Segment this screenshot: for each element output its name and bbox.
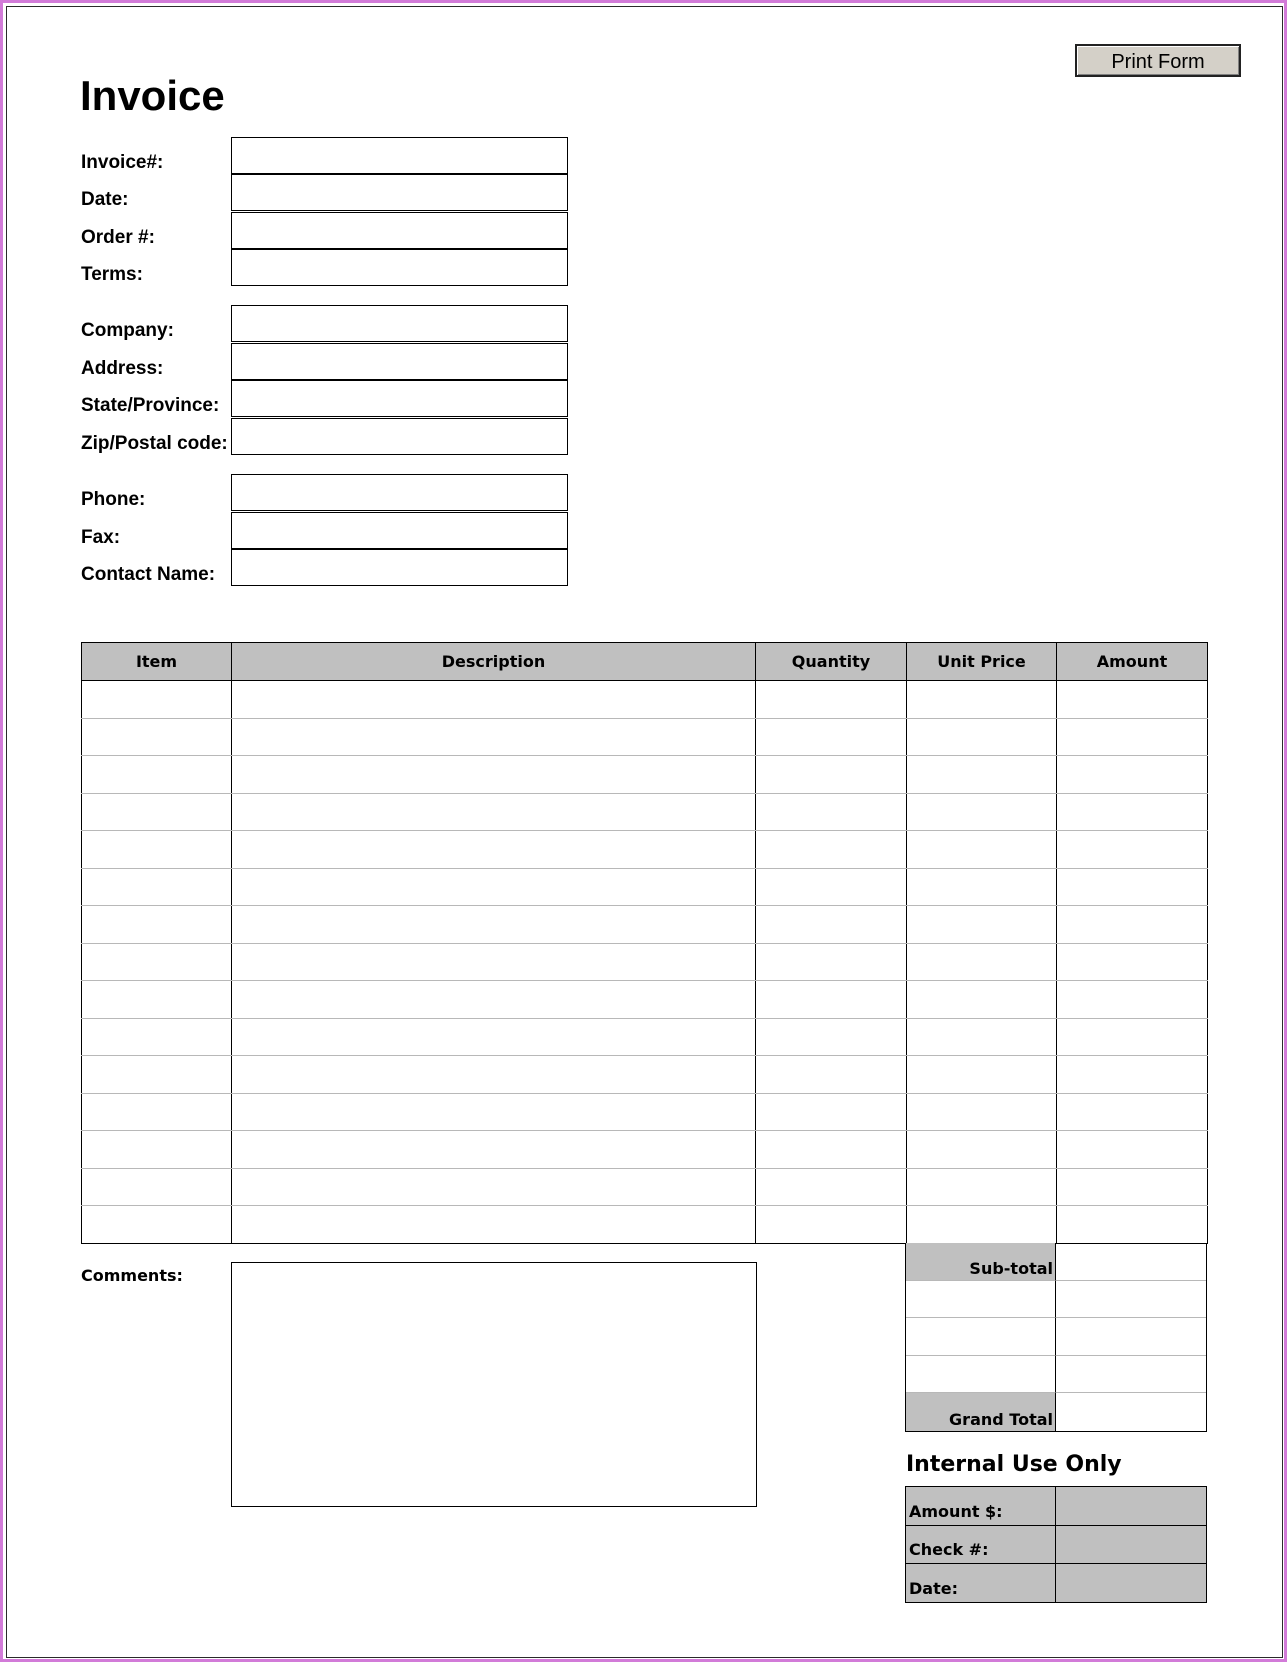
totals-block	[905, 1243, 1207, 1432]
fax-label: Fax:	[81, 527, 121, 548]
phone-label: Phone:	[81, 489, 146, 510]
description-cell[interactable]	[232, 1131, 756, 1169]
quantity-cell[interactable]	[756, 1056, 907, 1094]
column-header-item: Item	[82, 643, 232, 681]
zip-code-label: Zip/Postal code:	[81, 433, 228, 454]
unit-price-cell[interactable]	[907, 868, 1057, 906]
amount-cell[interactable]	[1057, 681, 1208, 719]
invoice-number-label: Invoice#:	[81, 152, 164, 173]
description-cell[interactable]	[232, 868, 756, 906]
grand-total-label: Grand Total	[906, 1393, 1056, 1431]
internal-date-field[interactable]	[1056, 1564, 1206, 1602]
contact-name-label: Contact Name:	[81, 564, 216, 585]
extra-total-value-field[interactable]	[1056, 1318, 1206, 1356]
state-province-field[interactable]	[231, 380, 568, 417]
table-row	[82, 756, 1208, 794]
grand-total-field[interactable]	[1056, 1393, 1206, 1431]
quantity-cell[interactable]	[756, 1206, 907, 1244]
comments-textarea[interactable]	[231, 1262, 757, 1507]
description-cell[interactable]	[232, 906, 756, 944]
table-row	[82, 1056, 1208, 1094]
extra-total-label-field[interactable]	[906, 1318, 1056, 1356]
extra-total-row	[906, 1356, 1206, 1394]
quantity-cell[interactable]	[756, 718, 907, 756]
table-row	[82, 831, 1208, 869]
column-header-amount: Amount	[1057, 643, 1208, 681]
unit-price-cell[interactable]	[907, 1206, 1057, 1244]
description-cell[interactable]	[232, 1056, 756, 1094]
amount-cell[interactable]	[1057, 981, 1208, 1019]
extra-total-value-field[interactable]	[1056, 1356, 1206, 1394]
extra-total-label-field[interactable]	[906, 1281, 1056, 1319]
item-cell[interactable]	[82, 1168, 232, 1206]
comments-label: Comments:	[81, 1266, 183, 1285]
unit-price-cell[interactable]	[907, 1093, 1057, 1131]
unit-price-cell[interactable]	[907, 793, 1057, 831]
unit-price-cell[interactable]	[907, 831, 1057, 869]
extra-total-value-field[interactable]	[1056, 1281, 1206, 1319]
address-label: Address:	[81, 358, 164, 379]
internal-use-title: Internal Use Only	[906, 1452, 1122, 1477]
item-cell[interactable]	[82, 718, 232, 756]
date-field[interactable]	[231, 174, 568, 211]
zip-code-field[interactable]	[231, 418, 568, 455]
description-cell[interactable]	[232, 1018, 756, 1056]
unit-price-cell[interactable]	[907, 1018, 1057, 1056]
internal-check-label: Check #:	[906, 1526, 1056, 1564]
amount-cell[interactable]	[1057, 1056, 1208, 1094]
internal-date-label: Date:	[906, 1564, 1056, 1602]
quantity-cell[interactable]	[756, 906, 907, 944]
state-province-label: State/Province:	[81, 395, 220, 416]
table-row	[82, 793, 1208, 831]
table-row	[82, 681, 1208, 719]
quantity-cell[interactable]	[756, 981, 907, 1019]
extra-total-row	[906, 1318, 1206, 1356]
table-row	[82, 1206, 1208, 1244]
quantity-cell[interactable]	[756, 793, 907, 831]
description-cell[interactable]	[232, 718, 756, 756]
unit-price-cell[interactable]	[907, 1131, 1057, 1169]
description-cell[interactable]	[232, 831, 756, 869]
quantity-cell[interactable]	[756, 681, 907, 719]
item-cell[interactable]	[82, 981, 232, 1019]
amount-cell[interactable]	[1057, 1093, 1208, 1131]
description-cell[interactable]	[232, 681, 756, 719]
amount-cell[interactable]	[1057, 1168, 1208, 1206]
column-header-unit-price: Unit Price	[907, 643, 1057, 681]
item-cell[interactable]	[82, 756, 232, 794]
item-cell[interactable]	[82, 868, 232, 906]
unit-price-cell[interactable]	[907, 906, 1057, 944]
item-cell[interactable]	[82, 1093, 232, 1131]
unit-price-cell[interactable]	[907, 718, 1057, 756]
unit-price-cell[interactable]	[907, 943, 1057, 981]
amount-cell[interactable]	[1057, 756, 1208, 794]
amount-cell[interactable]	[1057, 793, 1208, 831]
item-cell[interactable]	[82, 1206, 232, 1244]
description-cell[interactable]	[232, 1168, 756, 1206]
quantity-cell[interactable]	[756, 868, 907, 906]
extra-total-row	[906, 1281, 1206, 1319]
fax-field[interactable]	[231, 512, 568, 549]
item-cell[interactable]	[82, 793, 232, 831]
internal-date-row	[906, 1564, 1206, 1602]
company-label: Company:	[81, 320, 174, 341]
description-cell[interactable]	[232, 756, 756, 794]
terms-field[interactable]	[231, 249, 568, 286]
unit-price-cell[interactable]	[907, 681, 1057, 719]
line-items-table	[81, 642, 1208, 1244]
table-row	[82, 1093, 1208, 1131]
internal-check-row	[906, 1526, 1206, 1565]
unit-price-cell[interactable]	[907, 981, 1057, 1019]
quantity-cell[interactable]	[756, 1093, 907, 1131]
quantity-cell[interactable]	[756, 943, 907, 981]
contact-name-field[interactable]	[231, 549, 568, 586]
internal-amount-field[interactable]	[1056, 1487, 1206, 1525]
description-cell[interactable]	[232, 981, 756, 1019]
amount-cell[interactable]	[1057, 868, 1208, 906]
subtotal-label: Sub-total	[906, 1243, 1056, 1281]
table-row	[82, 906, 1208, 944]
table-row	[82, 1131, 1208, 1169]
table-row	[82, 868, 1208, 906]
item-cell[interactable]	[82, 681, 232, 719]
internal-amount-row	[906, 1487, 1206, 1526]
amount-cell[interactable]	[1057, 943, 1208, 981]
item-cell[interactable]	[82, 831, 232, 869]
table-row	[82, 1018, 1208, 1056]
amount-cell[interactable]	[1057, 1206, 1208, 1244]
amount-cell[interactable]	[1057, 718, 1208, 756]
company-field[interactable]	[231, 305, 568, 342]
phone-field[interactable]	[231, 474, 568, 511]
table-row	[82, 1168, 1208, 1206]
terms-label: Terms:	[81, 264, 143, 285]
page-title: Invoice	[80, 72, 225, 119]
internal-check-field[interactable]	[1056, 1526, 1206, 1564]
item-cell[interactable]	[82, 1056, 232, 1094]
invoice-number-field[interactable]	[231, 137, 568, 174]
item-cell[interactable]	[82, 1131, 232, 1169]
description-cell[interactable]	[232, 1093, 756, 1131]
item-cell[interactable]	[82, 906, 232, 944]
item-cell[interactable]	[82, 943, 232, 981]
subtotal-row	[906, 1243, 1206, 1281]
table-row	[82, 981, 1208, 1019]
quantity-cell[interactable]	[756, 1168, 907, 1206]
quantity-cell[interactable]	[756, 831, 907, 869]
unit-price-cell[interactable]	[907, 1168, 1057, 1206]
quantity-cell[interactable]	[756, 756, 907, 794]
order-number-field[interactable]	[231, 212, 568, 249]
amount-cell[interactable]	[1057, 1018, 1208, 1056]
item-cell[interactable]	[82, 1018, 232, 1056]
internal-use-block	[905, 1486, 1207, 1603]
table-row	[82, 718, 1208, 756]
table-header-row	[82, 643, 1208, 681]
internal-amount-label: Amount $:	[906, 1487, 1056, 1525]
amount-cell[interactable]	[1057, 1131, 1208, 1169]
quantity-cell[interactable]	[756, 1018, 907, 1056]
quantity-cell[interactable]	[756, 1131, 907, 1169]
order-number-label: Order #:	[81, 227, 155, 248]
column-header-description: Description	[232, 643, 756, 681]
description-cell[interactable]	[232, 793, 756, 831]
unit-price-cell[interactable]	[907, 756, 1057, 794]
amount-cell[interactable]	[1057, 906, 1208, 944]
address-field[interactable]	[231, 343, 568, 380]
print-form-button[interactable]: Print Form	[1075, 44, 1241, 77]
grand-total-row	[906, 1393, 1206, 1431]
column-header-quantity: Quantity	[756, 643, 907, 681]
subtotal-field[interactable]	[1056, 1243, 1206, 1281]
table-row	[82, 943, 1208, 981]
description-cell[interactable]	[232, 1206, 756, 1244]
unit-price-cell[interactable]	[907, 1056, 1057, 1094]
amount-cell[interactable]	[1057, 831, 1208, 869]
date-label: Date:	[81, 189, 129, 210]
extra-total-label-field[interactable]	[906, 1356, 1056, 1394]
description-cell[interactable]	[232, 943, 756, 981]
